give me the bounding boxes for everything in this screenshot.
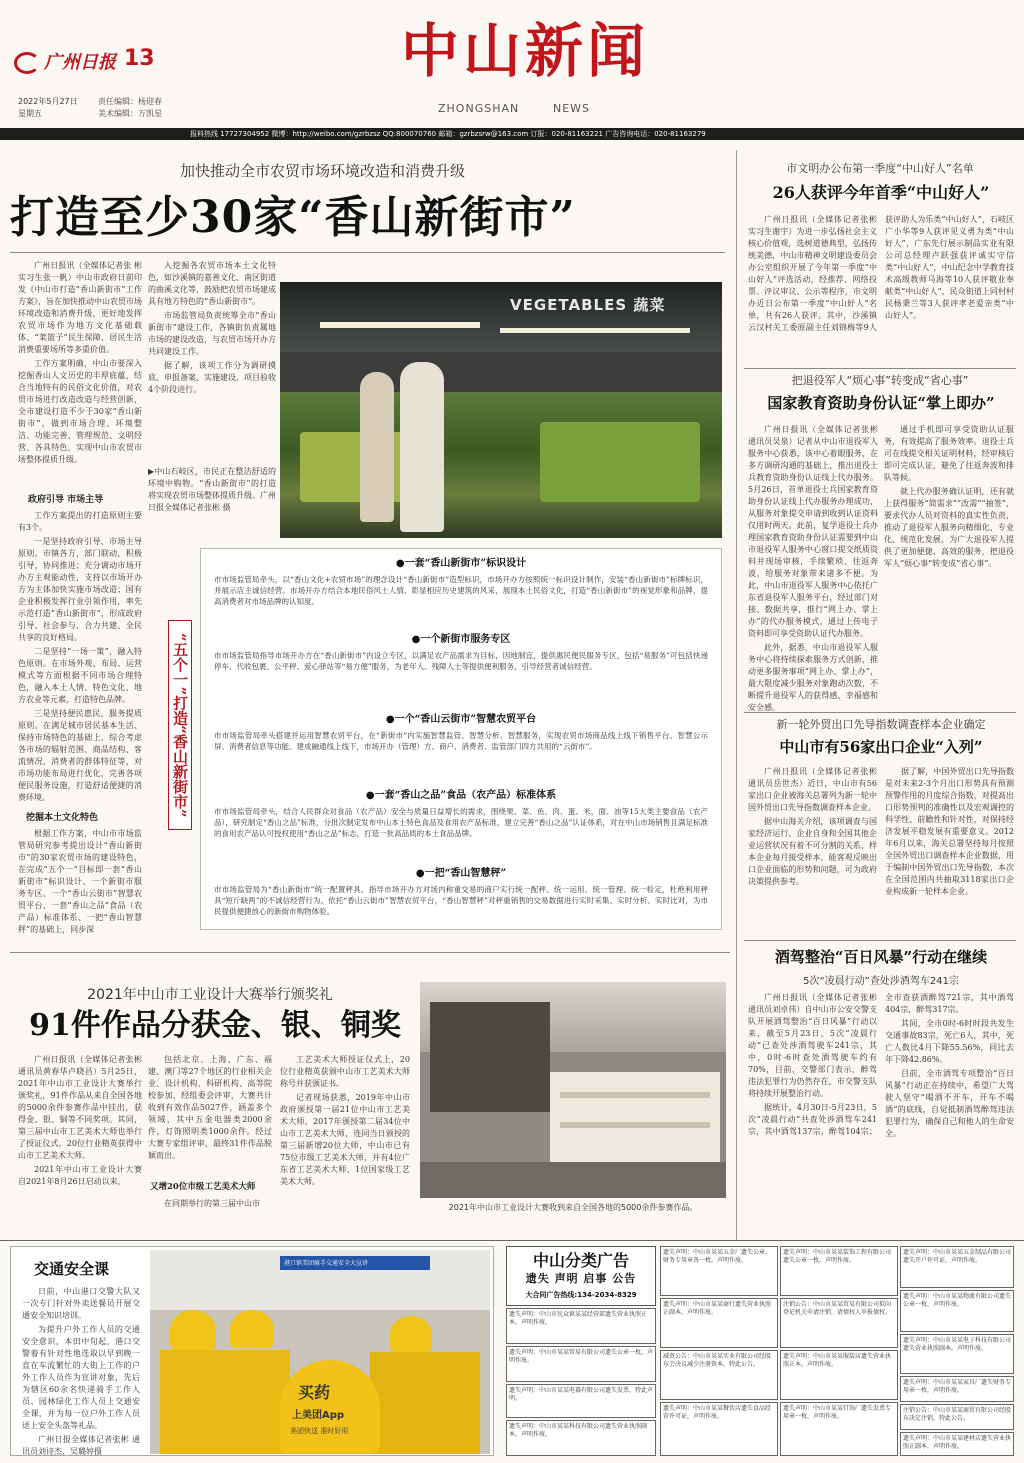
- right-mid-body-2: [884, 424, 1014, 708]
- rider-jacket: [160, 1350, 290, 1454]
- item-title: ●一把“香山智慧秤”: [408, 868, 514, 879]
- lead-headline: 打造至少30家“香山新街市”: [10, 192, 576, 243]
- page-number: 13: [124, 46, 155, 71]
- award-body-col1: [18, 1054, 142, 1224]
- rider-helmet: [170, 1310, 216, 1350]
- classified-ad: 遗失声明：中山市某某科技有限公司遗失营业执照副本，声明作废。: [506, 1420, 656, 1456]
- ceiling-light: [320, 322, 480, 328]
- classified-subtitle: 遗失 声明 启事 公告: [525, 1272, 637, 1285]
- display-wall: [430, 1002, 550, 1112]
- masthead: [0, 0, 1024, 140]
- award-paragraph: 包括北京、上海、广东、福建、澳门等27个地区的行业相关企业、设计机构、科研机构、高等院校参加，经组委会评审，大赛共计收到有效作品5027件，涵盖多个领域，其中五金电器类2000余件，灯饰照明类1000余件。经过大赛专家组评审，最终31件作品脱颖而出。: [148, 1055, 272, 1160]
- item-text: 市市场监管局牵头搭建并运用智慧农贸平台，在“新街市”内实施智慧监管、智慧分析、智慧服务，实现农贸市场商品线上线下销售平台、智慧公示屏、消费者信息等功能。建成融通线上线下，市场开办（管理）方、商户、消费者、监管部门四方共用的“云街市”。: [214, 731, 708, 751]
- art-editor-credit: 美术编辑：万凯星: [98, 109, 162, 118]
- traffic-paragraph: 广州日报全媒体记者张彬 通讯员刘诗杰、吴璐婷摄: [22, 1435, 140, 1456]
- section-en-left: ZHONGSHAN: [438, 102, 520, 115]
- lead-subhead-1: 政府引导 市场主导: [28, 495, 104, 505]
- traffic-title: 交通安全课: [34, 1260, 110, 1278]
- logo-swirl-icon: [14, 52, 40, 74]
- traffic-paragraph: 日前，中山港口交警大队又一次专门针对外卖送餐员开展交通安全知识培训。: [22, 1287, 140, 1320]
- rider-jacket: [370, 1352, 480, 1454]
- section-en-right: NEWS: [553, 102, 591, 115]
- section-divider: [10, 952, 730, 953]
- right-mid-body: [748, 424, 878, 712]
- ceiling-light: [500, 328, 690, 333]
- lead-divider: [10, 252, 725, 253]
- item-title: ●一个“香山云街市”智慧农贸平台: [378, 714, 544, 725]
- lead-paragraph: 市场监管局负责统筹全市“香山新街市”建设工作，各镇街负责属地市场的建设改造，与农贸市场开办方共同建设工作。: [148, 311, 276, 356]
- award-subhead: 又增20位市级工艺美术大师: [150, 1182, 256, 1192]
- right-mid-headline: 国家教育资助身份认证“掌上即办”: [767, 394, 995, 412]
- classified-ad: 遗失声明：中山市某某电器有限公司遗失发票，特此声明。: [506, 1384, 656, 1418]
- photo-caption: ▶中山石岐区，市民正在整洁舒适的环境中购物。“香山新街市”的打造将实现农贸市场整体提质升级。广州日报全媒体记者张彬 摄: [148, 467, 276, 512]
- right-drunk-paragraph: 目前，全市酒驾专项整治“百日风暴”行动正在持续中，希望广大驾驶人坚守“喝酒不开车，开车不喝酒”的底线，自觉抵制酒驾醉驾违法犯罪行为，确保自己和他人的生命安全。: [885, 1069, 1014, 1138]
- classified-ad: 遗失声明：中山市某某五金厂遗失公章、财务专用章各一枚，声明作废。: [660, 1246, 778, 1296]
- item-title: ●一套“香山新街市”标识设计: [388, 558, 534, 569]
- right-trade-body: [748, 766, 1014, 936]
- rider-helmet: [230, 1310, 274, 1348]
- right-mid-paragraph: 广州日报讯（全媒体记者张彬 通讯员吴泉）记者从中山市退役军人服务中心获悉，该中心着眼服务，在多方调研沟通的基础上，推出退役士兵教育资助身份认证线上代办服务。5月26日，首单退役士兵国家教育资助身份认证线上代办服务办理成功，从服务对象提交申请到收到认证资料仅用时两天。此前，复学退役士兵办理国家教育资助身份认证需要到中山市退役军人服务中心窗口提交纸质资料并现场审核，手续繁琐、往返奔波，给服务对象带来诸多不便。为此，中山市退役军人服务中心依托广东省退役军人服务平台，经过部门对接、数据共享，推行“网上办、掌上办”的代办服务模式，通过上传电子资料即可享受资助认证代办服务。: [748, 425, 878, 638]
- issue-weekday: 星期五: [18, 109, 42, 118]
- right-mid-paragraph: 此外，据悉，中山市退役军人服务中心将持续探索服务方式创新，推动更多服务事项“网上办、掌上办”，最大限度减少服务对象跑动次数，不断提升退役军人的获得感、幸福感和安全感。: [748, 643, 878, 712]
- exhibit-photo-caption: 2021年中山市工业设计大赛收到来自全国各地的5000余件参赛作品。: [448, 1203, 698, 1212]
- contact-bar-text: 报料热线 17727304952 微博：http://weibo.com/gzrbzsz QQ:800070760 邮箱：gzrbzsrw@163.com 订报：020-81163221 广告咨询电话：020-81163279: [190, 130, 706, 138]
- classified-ad: 遗失声明：中山市某某五金制品有限公司遗失开户许可证，声明作废。: [900, 1246, 1014, 1288]
- traffic-body: [22, 1286, 140, 1456]
- award-body-col3: [280, 1054, 410, 1224]
- lead-paragraph: 工作方案提出的打造原则主要有3个。: [18, 511, 142, 532]
- item-block-2: [206, 630, 716, 700]
- item-title: ●一个新街市服务专区: [404, 634, 519, 645]
- classified-ad: 遗失声明：中山市某某建材店遗失营业执照正副本，声明作废。: [900, 1432, 1014, 1456]
- lead-body-col1b: [18, 510, 142, 802]
- lead-paragraph: 据了解，该项工作分为调研摸底、申报备案、实施建设、项目验收4个阶段进行。: [148, 361, 276, 394]
- right-divider: [744, 368, 1016, 369]
- lead-paragraph: 入挖掘各农贸市场本土文化特色，如沙溪镇的嘉善文化、南区街道的曲溪文化等，鼓励把农贸市场建成具有地方特色的“香山新街市”。: [148, 261, 276, 306]
- classified-hotline: 大合同广告热线:134-2034-8329: [525, 1291, 637, 1299]
- lead-paragraph: 根据工作方案，中山市市场监管局研究参考提出设计“香山新街市”的30家农贸市场的建设特色，在完成“五个一”目标即一套“香山新街市”标识设计、一个新街市服务专区、一个“香山云街市”智慧农贸平台、一套“香山之品”食品（农产品）标准体系、一把“香山智慧秤”的基础上，同步深: [18, 829, 142, 934]
- lead-body-col2: [148, 260, 276, 446]
- classified-ad: 注销公告：中山市某某贸易有限公司拟向登记机关申请注销，请债权人申报债权。: [780, 1298, 898, 1348]
- right-top-body: [748, 214, 1014, 364]
- lead-body-col1c: [18, 828, 142, 946]
- right-mid-paragraph: 通过手机即可享受资助认证服务，有效提高了服务效率。退役士兵可在线提交相关证明材料，经审核后即可完成认证，避免了往返奔波和排队等候。: [884, 425, 1014, 482]
- editor-credit: 责任编辑：杨迎春: [98, 97, 162, 106]
- display-shelf: [560, 1122, 710, 1128]
- paper-name: 广州日报: [44, 52, 116, 73]
- right-drunk-paragraph: 其间，全市0时-6时时段共发生交通事故83宗，死亡6人，其中，死亡人数比4月下降55.56%，同比去年下降42.86%。: [885, 1019, 1014, 1064]
- award-kicker: 2021年中山市工业设计大赛举行颁奖礼: [87, 987, 333, 1003]
- floor: [420, 1162, 726, 1198]
- item-title: ●一套“香山之品”食品（农产品）标准体系: [358, 790, 564, 801]
- market-sign: VEGETABLES 蔬菜: [510, 296, 666, 314]
- award-body-col2b: [148, 1198, 272, 1224]
- item-block-3: [206, 710, 716, 780]
- display-shelf: [560, 1092, 710, 1098]
- award-paragraph: 记者现场获悉，2019年中山市政府颁授第一届21位中山市工艺美术大师，2017年颁授第二届34位中山市工艺美术大师，连同当日颁授的第三届新增20位大师，中山市已有75位市级工艺美术大师，并有4位广东省工艺美术大师、1位国家级工艺美术大师。: [280, 1093, 410, 1186]
- classified-ad: 遗失声明：中山市某某电子科技有限公司遗失营业执照副本，声明作废。: [900, 1334, 1014, 1374]
- classified-title: 中山分类广告: [532, 1251, 629, 1270]
- section-title: 中山新闻: [400, 17, 649, 85]
- helmet-text-1: 买药: [298, 1383, 331, 1402]
- lead-paragraph: 广州日报讯（全媒体记者张 彬 实习生张一帆）中山市政府日前印发《中山市打造“香山新街市”工作方案》，旨在加快推动中山农贸市场环境改造和消费升级，更好地发挥农贸市场作为地方文化基础载体、“菜篮子”民生保障、居民生活消费重要场所等多重价值。: [18, 261, 142, 354]
- right-divider: [744, 712, 1016, 713]
- traffic-paragraph: 为提升户外工作人员的交通安全意识，本田中旬起，港口交警着有针对性地选取以早到晚一直在车流繁忙的大街上工作的户外工作人员作为宣讲对象，先后为辖区60余名快递骑手工作人员、园林绿化工作人员上交通安全课，并为每一位户外工作人员送上安全头盔等礼品。: [22, 1325, 140, 1430]
- vertical-label-text: “五个一”打造“香山新街市”: [171, 632, 189, 818]
- item-text: 市市场监管局为“香山新街市”统一配置秤具，指导市场开办方对场内称重交易的商户实行统一配秤、统一运用、统一管理、统一检定，杜绝利用秤具“短斤缺两”的不诚信经营行为。依托“香山云街市”智慧农贸平台，“香山智慧秤”对秤重销售的交易数据进行实时采集、实时分析、实时比对，为市民提供便捷放心的新街市购物体验。: [214, 885, 708, 916]
- classified-ad: 遗失声明：中山市某某家具厂遗失财务专用章一枚，声明作废。: [900, 1376, 1014, 1402]
- section-divider: [0, 1240, 1024, 1241]
- item-text: 市市场监管局指导市场开办方在“香山新街市”内设立专区，以满足农产品需求为目标，因地制宜，提供惠民便民服务专区，包括“易服务”可包括快递停车、代收包裹、公平秤、爱心驿站等“易方便”服务，为老年人、残障人士等提供便利服务，引导经营者诚信经营。: [214, 651, 708, 671]
- right-drunk-paragraph: 广州日报讯（全媒体记者张彬 通讯员刘卓伟）自中山市公安交警支队开展酒驾整治“百日风暴”行动以来，截至5月23日，5次“凌晨行动”已查处涉酒驾驶车241宗，其中，0时-6时查处酒驾驶车约有70%，目前，交警部门表示，醉驾违法犯罪行为仍然存在，市交警支队将持续开展整治行动。: [748, 993, 877, 1098]
- classified-ad: 遗失声明：中山市某某服装店遗失营业执照正本，声明作废。: [780, 1350, 898, 1400]
- lead-paragraph: 一是坚持政府引导、市场主导原则。市镇各方，部门联动，积极引导，协同推进；充分调动市场开办方主观能动性，支持以市场开办方为主体加快实施市场改造；国有企业积极发挥行业引领作用，率先示范打造“香山新街市”，形成政府引导、社会参与、合力共建、全民共享的良好格局。: [18, 537, 142, 642]
- classified-ad: 遗失声明：中山市某某餐饮店遗失食品经营许可证，声明作废。: [660, 1402, 778, 1456]
- classified-ad: 遗失声明：中山市某某贸易有限公司遗失公章一枚，声明作废。: [506, 1346, 656, 1382]
- right-drunk-subhead: 5次“凌晨行动”查处涉酒驾车241宗: [803, 976, 959, 987]
- right-trade-paragraph: 广州日报讯（全媒体记者张彬 通讯员岳世杰）近日，中山市有56家出口企业被海关总署列为新一轮中国外贸出口先导指数调查样本企业。: [748, 767, 877, 812]
- right-trade-paragraph: 据了解，中国外贸出口先导指数是对未来2-3个月出口形势具有预测预警作用的月度综合指数，对提高出口形势预判的准确性以及宏观调控的科学性、前瞻性和针对性，对保持经济发展平稳发展有重要意义。2012年6月以来，海关总署坚持每月按照全国外贸出口调查样本企业数据，用于编制中国外贸出口先导指数，本次在全国范围内共抽取3118家出口企业构成新一轮样本企业。: [885, 767, 1014, 896]
- award-body-col2: [148, 1054, 272, 1172]
- traffic-photo: [150, 1250, 490, 1454]
- right-trade-paragraph: 据中山海关介绍，该项调查与国家经济运行、企业自身和全国其他企业运营状况有着不可分割的关系，样本企业每月接受样本，能客观反映出口企业面临的形势和问题，可为政府决策提供参考。: [748, 817, 877, 886]
- lead-kicker: 加快推动全市农贸市场环境改造和消费升级: [180, 162, 466, 180]
- produce-display: [540, 422, 700, 502]
- banner-text: 港口镇美团骑手交通安全大宣讲: [284, 1260, 369, 1267]
- award-paragraph: 广州日报讯（全媒体记者张彬 通讯员黄春华卢晓昌）5月25日，2021年中山市工业设计大赛举行颁奖礼，91件作品从来自全国各地的5000余件参赛作品中挂出，获得金、银、铜等不同奖项。其同，第三届中山市工艺美术大师也举行了授证仪式，20位行业精英获得中山市工艺美术大师。: [18, 1055, 142, 1160]
- classified-ad: 遗失声明：中山市民众镇某某经营部遗失营业执照正本，声明作废。: [506, 1308, 656, 1344]
- rider-helmet: [390, 1316, 432, 1352]
- vertical-label: [168, 620, 192, 830]
- classified-ad: 遗失声明：中山市某某装饰工程有限公司遗失公章一枚，声明作废。: [780, 1246, 898, 1296]
- right-trade-headline: 中山市有56家出口企业“入列”: [779, 738, 983, 756]
- lead-paragraph: 二是坚持“一场一策”，融入特色原则。在市场外观、布局、运营模式等方面根据不同市场合理特色，融入本土人情、特色文化、地方农业等元素，打造特色品牌。: [18, 647, 142, 704]
- right-drunk-body: [748, 992, 1014, 1236]
- classified-ad: 遗失声明：中山市某某灯饰厂遗失发票专用章一枚，声明作废。: [780, 1402, 898, 1456]
- right-trade-kicker: 新一轮外贸出口先导指数调查样本企业确定: [776, 718, 986, 731]
- shopper-figure: [360, 372, 394, 522]
- lead-subhead-2: 挖掘本土文化特色: [26, 813, 99, 823]
- exhibit-photo: [420, 982, 726, 1198]
- classified-ad: 遗失声明：中山市某某物流有限公司遗失公章一枚，声明作废。: [900, 1290, 1014, 1332]
- award-headline: 91件作品分获金、银、铜奖: [29, 1008, 401, 1043]
- award-paragraph: 2021年中山市工业设计大赛自2021年8月26日启动以来，: [18, 1165, 142, 1186]
- award-paragraph: 在同期举行的第三届中山市: [164, 1199, 260, 1208]
- award-paragraph: 工艺美术大师授证仪式上，20位行业精英获颁中山市工艺美术大师称号并获颁证书。: [280, 1055, 410, 1088]
- helmet-text-2: 上美团App: [292, 1410, 345, 1421]
- right-top-kicker: 市文明办公布第一季度“中山好人”名单: [786, 162, 974, 175]
- right-divider: [744, 940, 1016, 941]
- issue-date: 2022年5月27日: [18, 97, 78, 106]
- item-text: 市市场监管局牵头，结合人民群众对食品（农产品）安全与质量日益增长的需求，围绕果、菜、鱼、肉、蛋、米、面、油等15大类主要食品（农产品），研究制定“香山之品”标准，分批次制定发布中山本土特色食品及食用农产品标准，建立完善“香山之品”认证体系，对在中山市场销售且满足标准的食用农产品认可授权使用“香山之品”标志，打造一批高品质的本土食品品牌。: [214, 807, 708, 838]
- shopper-figure: [400, 362, 444, 532]
- right-top-headline: 26人获评今年首季“中山好人”: [772, 183, 990, 202]
- lead-body-col1: [18, 260, 142, 482]
- lead-paragraph: 工作方案明确，中山市要深入挖掘香山人文历史的丰厚底蕴，结合当地特有的民俗文化价值，对农贸市场进行改造改造与经营创新，全市建设打造不少于30家“香山新街市”，做到市场合理、环境整洁、功能完善、管理规范、文明经营、各具特色，实现中山市农贸市场整体提质升级。: [18, 359, 142, 464]
- item-text: 市市场监管局牵头，以“香山文化+农贸市场”的理念设计“香山新街市”造型标识，市场开办方按照统一标识设计制作，安装“香山新街市”标牌标识，并展示店主诚信经营。市场开办方结合本地民俗风土人情，彰显相应历史建筑的风采，展现本土民俗文化，打造“香山新街市”的视觉形象和品牌，提高消费者对市场品牌的认知度。: [214, 575, 708, 606]
- helmet-text-3: 美团快送 准时好用: [290, 1427, 349, 1435]
- column-divider: [736, 150, 737, 1240]
- newspaper-logo: [14, 48, 124, 74]
- item-block-5: [206, 864, 716, 928]
- lead-paragraph: 三是坚持便民惠民，服务提质原则。在满足城市居民基本生活、保持市场特色的基础上，综合考虑各市场的辐射范围、商品结构、客流情况、消费者的群体特征等，对市场功能布局进行优化，完善各项便民服务设施，打造舒适便捷的消费环境。: [18, 709, 142, 802]
- right-mid-paragraph: 就上代办服务确认证明，还有就上获得服务“简需求”“改需”“抽签”，要求代办人员对资料的真实性负责，推动了退役军人服务向精细化、专业化、规范化发展，为广大退役军人提供了更加便捷、高效的服务，把退役军人“烦心事”转变成“省心事”。: [884, 487, 1014, 568]
- right-drunk-headline: 酒驾整治“百日风暴”行动在继续: [774, 948, 988, 966]
- classified-ad: 遗失声明：中山市某某商行遗失营业执照正副本，声明作废。: [660, 1298, 778, 1348]
- item-block-4: [206, 786, 716, 860]
- classified-ad: 注销公告：中山市某某商贸有限公司经股东决定注销，特此公告。: [900, 1404, 1014, 1430]
- market-photo: [280, 282, 722, 538]
- item-block-1: [206, 554, 716, 626]
- right-drunk-paragraph: 据统计，4月30日-5月23日，5次“凌晨行动”共查处涉酒驾车241宗，其中酒驾137宗，醉驾104宗；全市查获酒醉驾721宗，其中酒驾404宗，醉驾317宗。: [748, 993, 1014, 1136]
- right-mid-kicker: 把退役军人“烦心事”转变成“省心事”: [791, 374, 969, 387]
- classified-ad: 减资公告：中山市某某实业有限公司经股东会决议减少注册资本，特此公告。: [660, 1350, 778, 1400]
- right-top-paragraph: 广州日报讯（全媒体记者张彬 实习生谢宇）为进一步弘扬社会主义核心价值观，选树道德典型，弘扬传统美德，中山市精神文明建设委员会办公室组织开展了今年第一季度“中山好人”评选活动，经推荐、网络投票、评议审议、公示等程序，市文明办近日公布第一季度“中山好人”名单，共有26人获评。其中，沙溪镇云汉村关工委原副主任刘锦梅等9人获评助人为乐类“中山好人”，石岐区广小华等9人获评见义勇为类“中山好人”，广东先行展示制品实业有限公司总经理卢跃强获评诚实守信类“中山好人”，中山纪念中学教育技术高级教师马海等10人获评敬业奉献类“中山好人”，民众街道上同村村民杨秉兰等3人获评孝老爱亲类“中山好人”。: [748, 215, 1014, 332]
